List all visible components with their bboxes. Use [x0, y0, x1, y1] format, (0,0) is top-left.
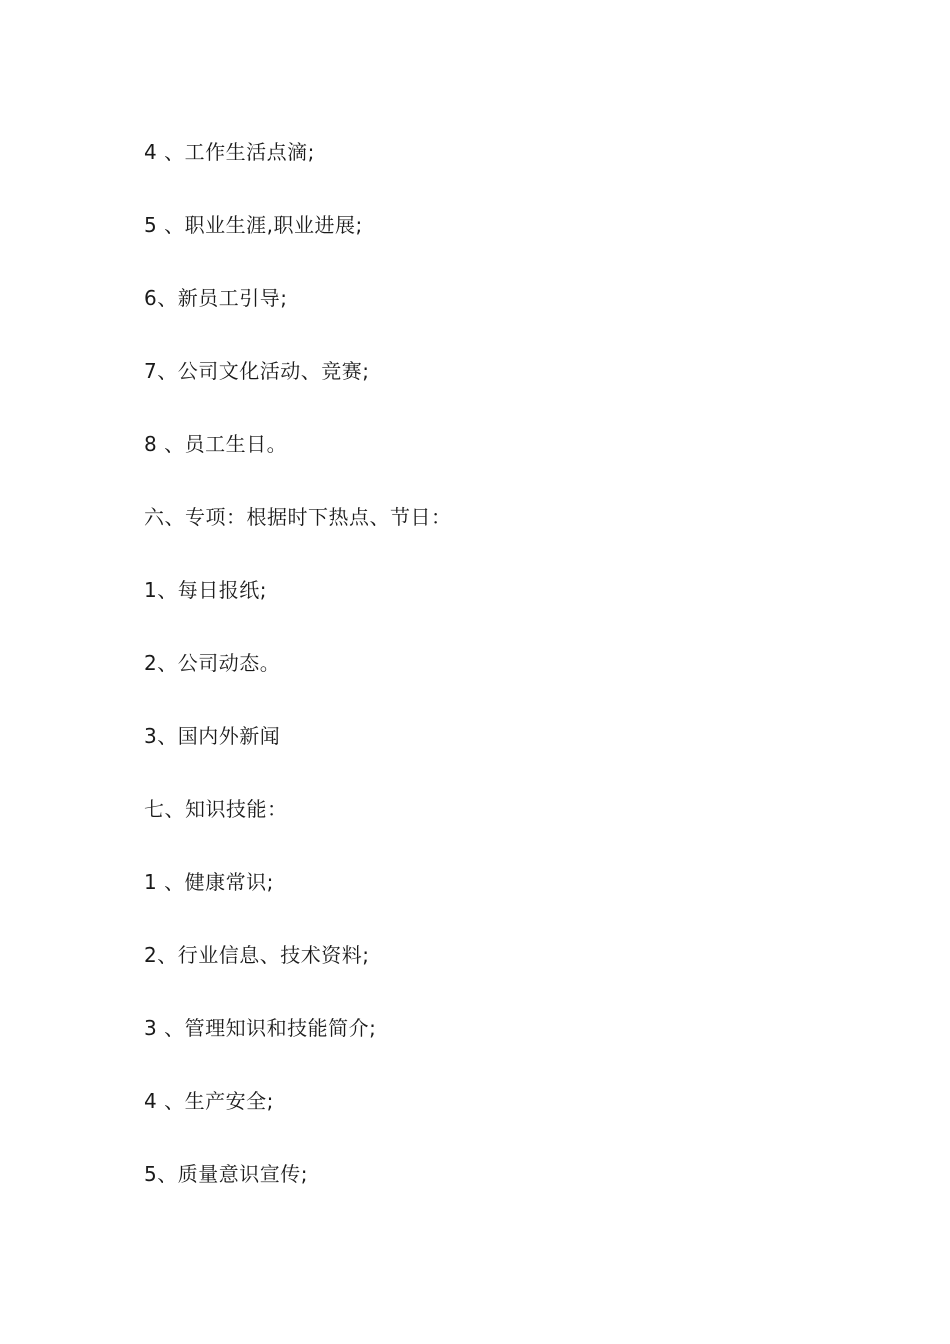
list-item: 2、公司动态。 — [144, 651, 281, 675]
list-item: 6、新员工引导; — [144, 286, 288, 310]
list-item: 4 、生产安全; — [144, 1089, 274, 1113]
list-item: 2、行业信息、技术资料; — [144, 943, 370, 967]
list-item: 4 、工作生活点滴; — [144, 140, 315, 164]
list-item: 1 、健康常识; — [144, 870, 274, 894]
section-heading: 七、知识技能： — [144, 797, 288, 821]
document-body — [144, 130, 452, 1225]
list-item: 3 、管理知识和技能简介; — [144, 1016, 377, 1040]
list-item: 8 、员工生日。 — [144, 432, 288, 456]
list-item: 5、质量意识宣传; — [144, 1162, 308, 1186]
list-item: 3、国内外新闻 — [144, 724, 281, 748]
list-item: 1、每日报纸; — [144, 578, 267, 602]
section-heading: 六、专项：根据时下热点、节日： — [144, 505, 452, 529]
list-item: 7、公司文化活动、竞赛; — [144, 359, 370, 383]
list-item: 5 、职业生涯,职业进展; — [144, 213, 363, 237]
